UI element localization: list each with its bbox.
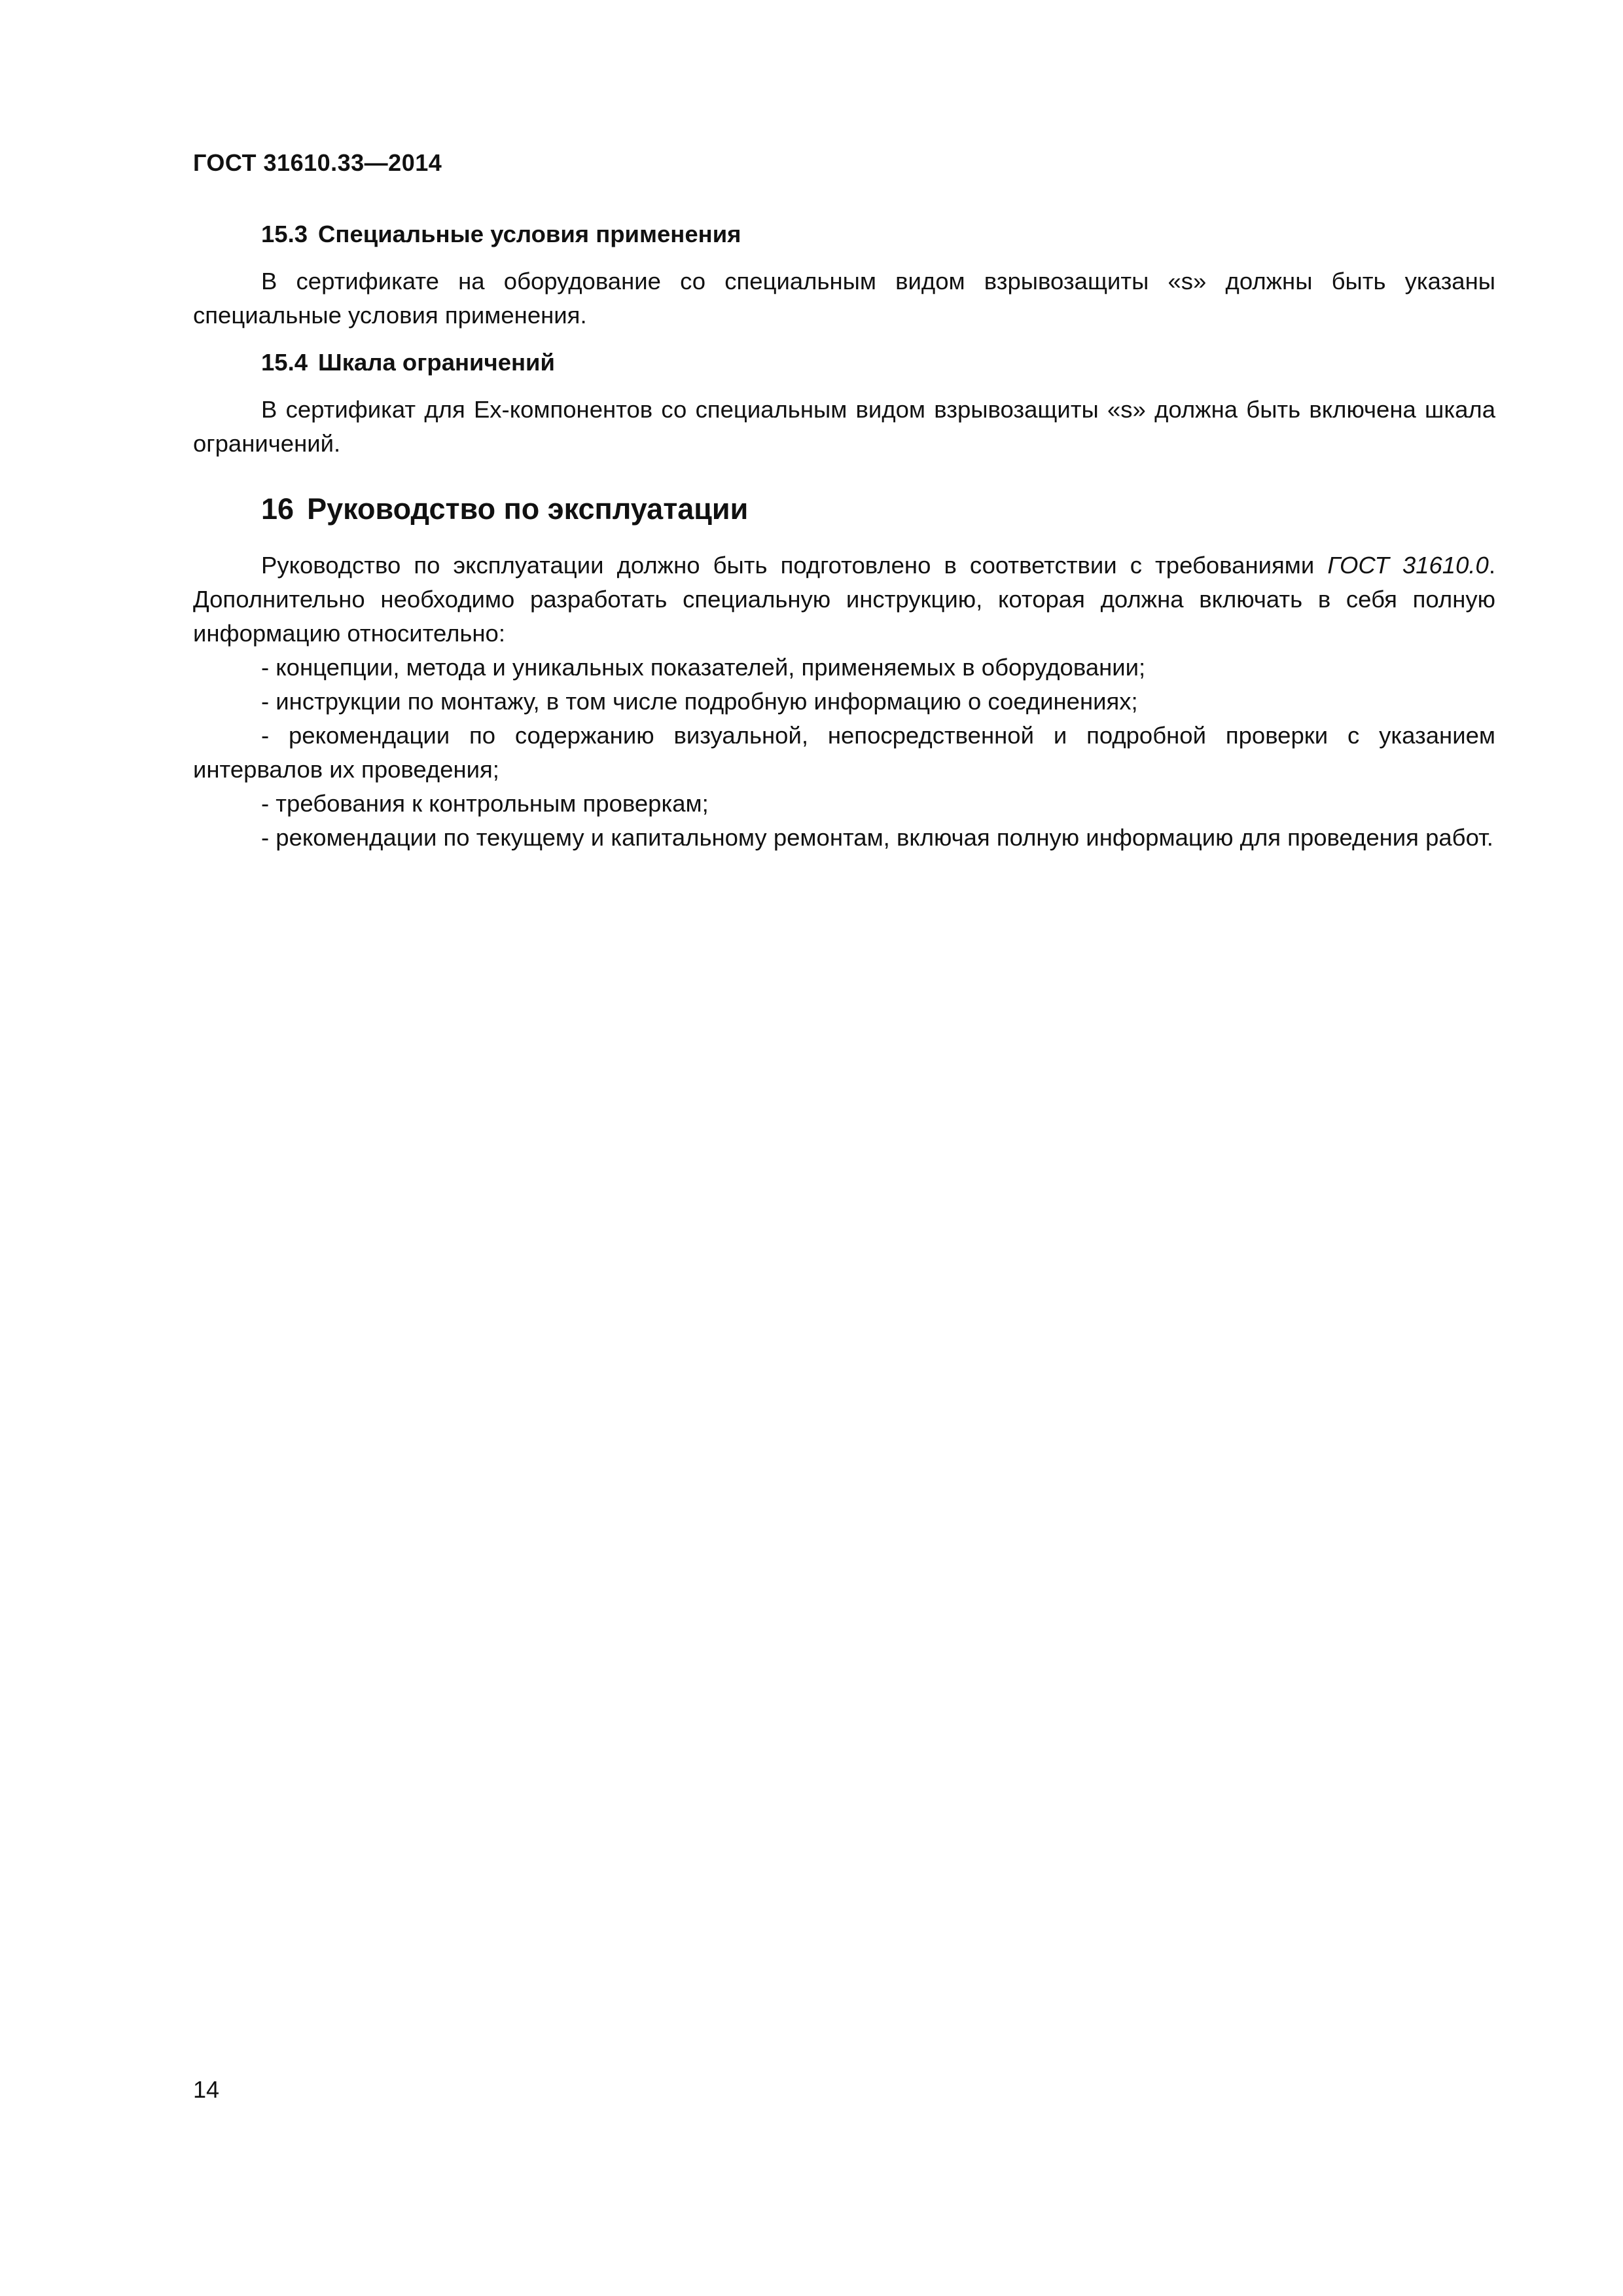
section-15-3-heading [193, 217, 1495, 251]
list-item: - концепции, метода и уникальных показателей, применяемых в оборудовании; [261, 654, 1146, 681]
section-title: Шкала ограничений [318, 349, 555, 376]
section-title: Руководство по эксплуатации [307, 492, 749, 526]
intro-text: Руководство по эксплуатации должно быть подготовлено в соответствии с требованиями [261, 552, 1328, 579]
list-item: - инструкции по монтажу, в том числе подробную информацию о соединениях; [261, 688, 1138, 715]
section-16-intro-paragraph [193, 548, 1495, 651]
standard-reference: ГОСТ 31610.0 [1327, 552, 1489, 579]
section-title: Специальные условия применения [318, 221, 741, 247]
section-16-heading [193, 490, 1495, 529]
section-number: 15.3 [261, 221, 308, 247]
section-15-3-paragraph: В сертификате на оборудование со специальным видом взрывозащиты «s» должны быть указаны специальные условия применения. [193, 268, 1495, 329]
list-item: - требования к контрольным проверкам; [261, 790, 709, 817]
section-number: 15.4 [261, 349, 308, 376]
document-header: ГОСТ 31610.33—2014 [193, 149, 442, 176]
section-15-4-heading [193, 346, 1495, 380]
section-15-4-paragraph: В сертификат для Ex-компонентов со специальным видом взрывозащиты «s» должна быть включена шкала ограничений. [193, 396, 1495, 457]
page-number: 14 [193, 2076, 220, 2103]
list-item: - рекомендации по содержанию визуальной, непосредственной и подробной проверки с указанием интервалов их проведения; [193, 722, 1495, 783]
intro-text-continued: . Дополнительно необходимо разработать специальную инструкцию, которая должна включать в себя полную информацию относительно: [193, 552, 1495, 647]
list-item: - рекомендации по текущему и капитальному ремонтам, включая полную информацию для проведения работ. [261, 824, 1493, 851]
document-body [193, 217, 1495, 855]
section-number: 16 [261, 492, 294, 526]
